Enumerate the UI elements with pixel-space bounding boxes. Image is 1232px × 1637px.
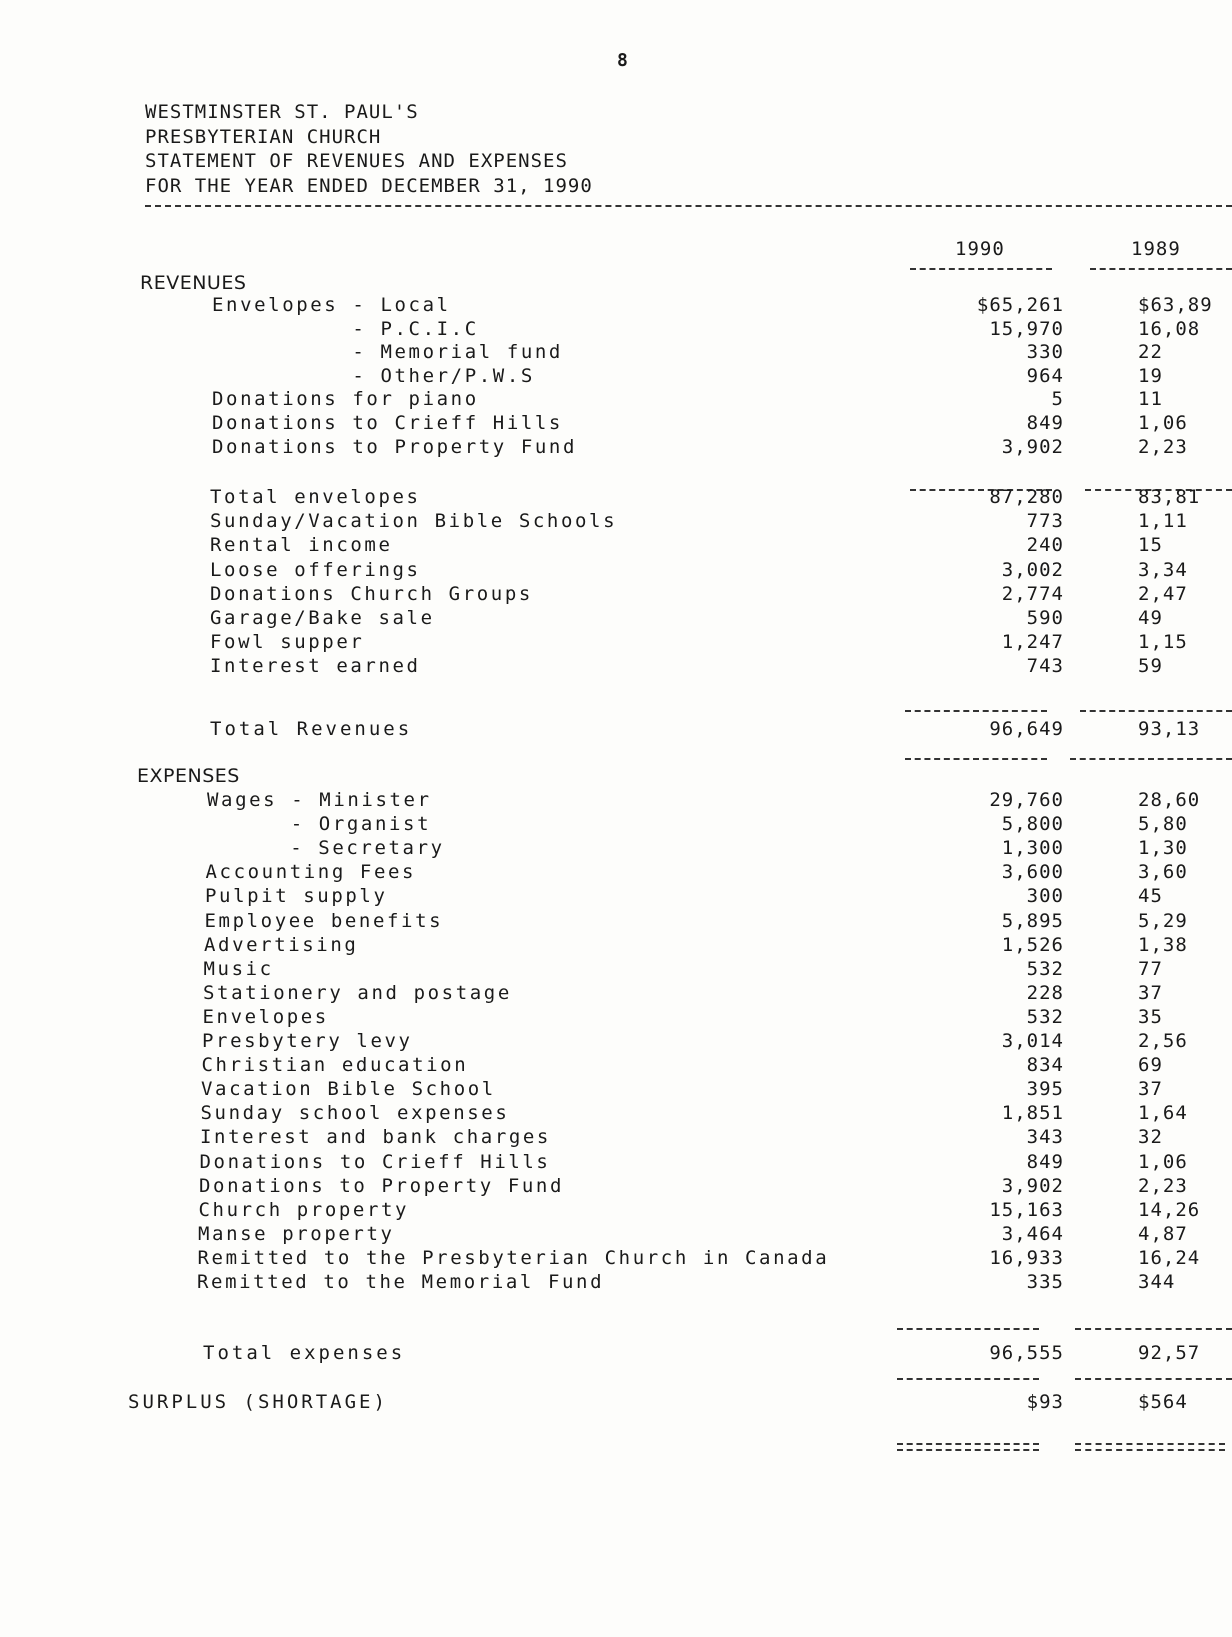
table-row <box>0 559 1232 583</box>
value-1989: 15 <box>1138 534 1163 557</box>
row-label: Garage/Bake sale <box>210 607 435 629</box>
row-label: Presbytery levy <box>202 1030 413 1052</box>
table-row <box>0 1391 1232 1415</box>
table-row <box>0 813 1232 837</box>
value-1989: 45 <box>1138 885 1163 908</box>
row-label: Envelopes - Local <box>212 294 451 316</box>
value-1989: 37 <box>1138 1078 1163 1101</box>
row-label: Sunday/Vacation Bible Schools <box>210 510 618 533</box>
row-label: Donations for piano <box>212 388 479 411</box>
value-1989: 3,60 <box>1138 861 1188 884</box>
value-1989: $63,89 <box>1138 294 1213 316</box>
value-1990: 3,464 <box>1001 1222 1064 1245</box>
table-row <box>0 1271 1232 1295</box>
value-1989: 1,06 <box>1138 1150 1188 1173</box>
table-row <box>0 789 1232 813</box>
value-1989: 3,34 <box>1138 558 1188 581</box>
value-1989: 2,23 <box>1138 435 1188 458</box>
table-row <box>0 1054 1232 1078</box>
row-label: Employee benefits <box>204 909 444 932</box>
row-label: Total expenses <box>203 1342 406 1364</box>
row-label: SURPLUS (SHORTAGE) <box>128 1391 388 1413</box>
table-row <box>0 412 1232 436</box>
header-rule <box>145 205 1232 207</box>
value-1990: 3,014 <box>1001 1030 1064 1052</box>
value-1989: 2,56 <box>1138 1030 1188 1052</box>
table-row <box>0 1151 1232 1175</box>
title-line: PRESBYTERIAN CHURCH <box>145 125 382 148</box>
value-1990: 343 <box>1026 1126 1064 1149</box>
value-1990: 96,649 <box>989 718 1064 740</box>
row-label: Donations to Property Fund <box>199 1174 565 1197</box>
title-line: FOR THE YEAR ENDED DECEMBER 31, 1990 <box>145 174 593 197</box>
table-row <box>0 436 1232 460</box>
table-row <box>0 607 1232 631</box>
table-row <box>0 1126 1232 1150</box>
value-1989: 32 <box>1138 1126 1163 1149</box>
value-1990: 300 <box>1026 885 1064 908</box>
value-1990: 330 <box>1026 341 1064 364</box>
value-1989: 4,87 <box>1138 1222 1188 1245</box>
value-1989: 2,23 <box>1138 1174 1188 1197</box>
value-1989: 49 <box>1138 607 1163 629</box>
value-1990: 1,851 <box>1001 1102 1064 1125</box>
row-label: Total Revenues <box>210 718 413 740</box>
table-row <box>0 631 1232 655</box>
revenues-heading: REVENUES <box>140 272 247 294</box>
table-row <box>0 365 1232 389</box>
value-1990: 849 <box>1026 412 1064 434</box>
value-1990: 15,970 <box>989 317 1064 340</box>
column-underline <box>1090 268 1232 270</box>
value-1989: 69 <box>1138 1054 1163 1077</box>
value-1990: 590 <box>1026 607 1064 629</box>
value-1990: 15,163 <box>989 1198 1064 1221</box>
value-1990: 3,002 <box>1001 558 1064 581</box>
table-row <box>0 910 1232 934</box>
value-1990: 5,800 <box>1001 813 1064 836</box>
row-label: Interest and bank charges <box>200 1126 551 1149</box>
subtotal-underline <box>905 710 1047 712</box>
table-row <box>0 837 1232 861</box>
table-row <box>0 583 1232 607</box>
table-row <box>0 1102 1232 1126</box>
table-row <box>0 534 1232 558</box>
value-1989: 1,06 <box>1138 412 1188 434</box>
row-label: Christian education <box>201 1054 469 1077</box>
row-label: Envelopes <box>202 1005 329 1028</box>
row-label: Pulpit supply <box>205 885 388 908</box>
value-1989: 16,24 <box>1138 1246 1201 1269</box>
row-label: - Memorial fund <box>212 341 563 364</box>
total-underline <box>905 758 1047 760</box>
value-1990: 834 <box>1026 1054 1064 1077</box>
double-underline <box>1075 1443 1225 1451</box>
table-row <box>0 1342 1232 1366</box>
row-label: - P.C.I.C <box>212 317 479 340</box>
value-1989: 1,15 <box>1138 631 1188 654</box>
table-row <box>0 510 1232 534</box>
row-label: Remitted to the Memorial Fund <box>197 1271 605 1293</box>
statement-title <box>145 100 593 198</box>
row-label: Donations to Crieff Hills <box>199 1150 551 1173</box>
table-row <box>0 718 1232 742</box>
row-label: Remitted to the Presbyterian Church in Canada <box>197 1246 830 1269</box>
table-row <box>0 1247 1232 1271</box>
value-1990: 773 <box>1026 510 1064 533</box>
value-1989: 1,30 <box>1138 837 1188 860</box>
row-label: - Other/P.W.S <box>212 364 535 387</box>
table-row <box>0 1175 1232 1199</box>
value-1989: 19 <box>1138 364 1163 387</box>
value-1990: 964 <box>1026 364 1064 387</box>
row-label: Fowl supper <box>210 631 365 654</box>
table-row <box>0 934 1232 958</box>
table-row <box>0 1030 1232 1054</box>
table-row <box>0 1006 1232 1030</box>
row-label: Stationery and postage <box>203 981 512 1004</box>
expenses-heading: EXPENSES <box>137 765 240 787</box>
title-line: STATEMENT OF REVENUES AND EXPENSES <box>145 150 568 172</box>
value-1990: 29,760 <box>989 789 1064 811</box>
title-line: WESTMINSTER ST. PAUL'S <box>145 101 419 123</box>
value-1989: 93,13 <box>1138 718 1201 740</box>
table-row <box>0 1199 1232 1223</box>
value-1990: 96,555 <box>989 1342 1064 1364</box>
total-underline <box>1075 1378 1232 1380</box>
value-1989: 11 <box>1138 388 1163 411</box>
value-1989: 22 <box>1138 341 1163 364</box>
table-row <box>0 294 1232 318</box>
value-1989: 92,57 <box>1138 1342 1201 1364</box>
value-1990: 5 <box>1051 388 1064 411</box>
value-1990: 1,247 <box>1001 631 1064 654</box>
row-label: Church property <box>198 1198 410 1221</box>
row-label: Donations to Crieff Hills <box>212 412 563 434</box>
total-underline <box>1070 758 1232 760</box>
value-1989: 16,08 <box>1138 317 1201 340</box>
column-header-1989: 1989 <box>1131 238 1181 260</box>
table-row <box>0 982 1232 1006</box>
value-1990: 1,300 <box>1001 837 1064 860</box>
table-row <box>0 861 1232 885</box>
row-label: Accounting Fees <box>205 861 417 884</box>
row-label: Donations Church Groups <box>210 582 533 605</box>
subtotal-underline <box>897 1328 1039 1330</box>
table-row <box>0 655 1232 679</box>
row-label: Rental income <box>210 534 393 557</box>
value-1990: 849 <box>1026 1150 1064 1173</box>
table-row <box>0 885 1232 909</box>
row-label: Interest earned <box>210 655 421 678</box>
value-1989: 59 <box>1138 655 1163 678</box>
table-row <box>0 388 1232 412</box>
value-1989: 2,47 <box>1138 582 1188 605</box>
value-1990: 240 <box>1026 534 1064 557</box>
value-1989: 1,38 <box>1138 933 1188 956</box>
table-row <box>0 486 1232 510</box>
row-label: Donations to Property Fund <box>212 435 578 458</box>
value-1990: 87,280 <box>989 486 1064 508</box>
value-1989: 1,64 <box>1138 1102 1188 1125</box>
value-1990: 16,933 <box>989 1246 1064 1269</box>
value-1989: 1,11 <box>1138 510 1188 533</box>
column-header-1990: 1990 <box>955 238 1005 260</box>
table-row <box>0 341 1232 365</box>
table-row <box>0 958 1232 982</box>
row-label: - Secretary <box>206 837 445 860</box>
column-underline <box>910 268 1052 270</box>
value-1989: 28,60 <box>1138 789 1201 811</box>
row-label: Total envelopes <box>210 486 421 508</box>
value-1990: $93 <box>1026 1391 1064 1413</box>
value-1989: 37 <box>1138 981 1163 1004</box>
value-1990: 743 <box>1026 655 1064 678</box>
row-label: Advertising <box>204 933 359 956</box>
value-1989: 5,29 <box>1138 909 1188 932</box>
double-underline <box>897 1443 1039 1451</box>
row-label: Music <box>203 957 274 980</box>
value-1990: 532 <box>1026 957 1064 980</box>
value-1990: 3,600 <box>1001 861 1064 884</box>
value-1989: 83,81 <box>1138 486 1201 508</box>
subtotal-underline <box>1075 1328 1232 1330</box>
value-1989: 5,80 <box>1138 813 1188 836</box>
value-1990: 2,774 <box>1001 582 1064 605</box>
value-1990: 3,902 <box>1001 435 1064 458</box>
value-1989: 35 <box>1138 1005 1163 1028</box>
value-1990: 395 <box>1026 1078 1064 1101</box>
value-1989: 344 <box>1138 1271 1176 1293</box>
table-row <box>0 1078 1232 1102</box>
row-label: Sunday school expenses <box>200 1102 510 1125</box>
value-1990: 228 <box>1026 981 1064 1004</box>
value-1990: 532 <box>1026 1005 1064 1028</box>
value-1990: 3,902 <box>1001 1174 1064 1197</box>
value-1990: 335 <box>1026 1271 1064 1293</box>
row-label: - Organist <box>206 813 432 836</box>
value-1989: 77 <box>1138 957 1163 980</box>
row-label: Wages - Minister <box>207 789 432 811</box>
table-row <box>0 318 1232 342</box>
value-1990: 1,526 <box>1001 933 1064 956</box>
value-1989: 14,26 <box>1138 1198 1201 1221</box>
total-underline <box>897 1378 1039 1380</box>
page-number: 8 <box>617 50 628 71</box>
row-label: Loose offerings <box>210 558 421 581</box>
value-1990: 5,895 <box>1001 909 1064 932</box>
table-row <box>0 1223 1232 1247</box>
subtotal-underline <box>1080 710 1232 712</box>
row-label: Manse property <box>198 1222 395 1245</box>
value-1989: $564 <box>1138 1391 1188 1413</box>
row-label: Vacation Bible School <box>201 1078 496 1101</box>
value-1990: $65,261 <box>976 294 1064 316</box>
